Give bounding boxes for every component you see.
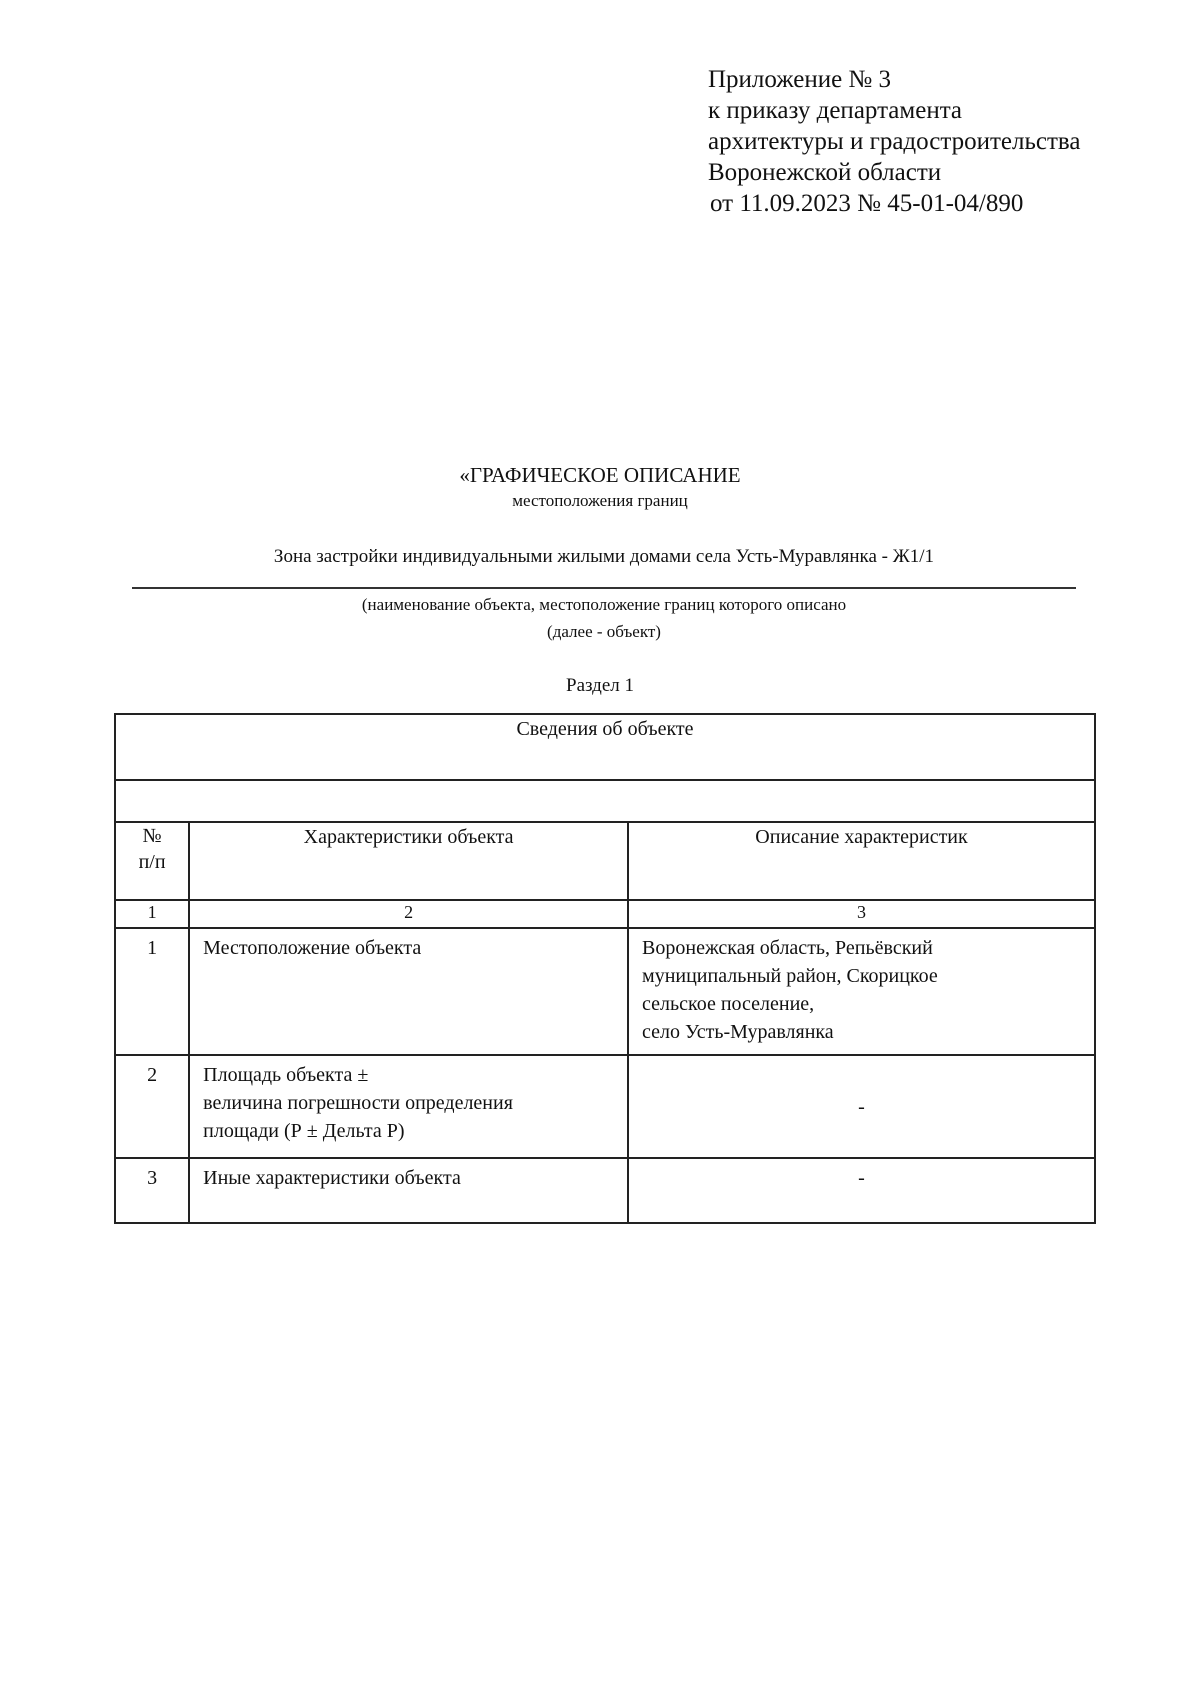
cell-line: муниципальный район, Скорицкое	[642, 965, 938, 987]
row-description: -	[628, 1055, 1095, 1158]
column-header-number-line: №	[142, 825, 162, 847]
caption-line: (далее - объект)	[547, 622, 661, 641]
appendix-line: архитектуры и градостроительства	[708, 128, 1081, 155]
column-header-number-line: п/п	[138, 851, 166, 873]
cell-line: село Усть-Муравлянка	[642, 1021, 834, 1043]
cell-line: величина погрешности определения	[203, 1092, 513, 1114]
row-number: 1	[115, 928, 189, 1055]
caption-line: (наименование объекта, местоположение границ которого описано	[361, 595, 847, 614]
row-characteristic	[189, 1158, 628, 1223]
column-index: 1	[115, 900, 189, 928]
row-description: -	[628, 1158, 1095, 1223]
column-header-description: Описание характеристик	[628, 822, 1095, 900]
title-main: «ГРАФИЧЕСКОЕ ОПИСАНИЕ	[459, 463, 741, 487]
column-header-row	[115, 822, 1095, 900]
column-header-characteristic: Характеристики объекта	[189, 822, 628, 900]
object-name-underline	[132, 587, 1076, 589]
cell-line: площади (Р ± Дельта Р)	[203, 1120, 405, 1142]
table-empty-cell	[115, 780, 1095, 822]
row-characteristic	[189, 928, 628, 1055]
object-name: Зона застройки индивидуальными жилыми домами села Усть-Муравлянка - Ж1/1	[273, 546, 935, 567]
row-description	[628, 928, 1095, 1055]
cell-line: сельское поселение,	[642, 993, 815, 1015]
table-header-row	[115, 714, 1095, 780]
table-header: Сведения об объекте	[115, 714, 1095, 780]
object-info-table	[114, 713, 1096, 1224]
cell-line: Воронежская область, Репьёвский	[642, 937, 933, 959]
table-row	[115, 928, 1095, 1055]
title-sub: местоположения границ	[512, 491, 688, 510]
appendix-reference	[708, 64, 1080, 219]
column-index-row	[115, 900, 1095, 928]
appendix-order-date: от 11.09.2023 № 45-01-04/890	[710, 190, 1024, 217]
table-row	[115, 1055, 1095, 1158]
cell-line: Иные характеристики объекта	[203, 1167, 461, 1189]
column-header-number	[115, 822, 189, 900]
document-title	[0, 461, 1200, 513]
cell-line: Местоположение объекта	[203, 937, 422, 959]
object-name-caption	[132, 591, 1076, 645]
section-label: Раздел 1	[566, 675, 634, 696]
cell-line: Площадь объекта ±	[203, 1064, 369, 1086]
column-index: 3	[628, 900, 1095, 928]
row-number: 2	[115, 1055, 189, 1158]
appendix-line: Приложение № 3	[708, 66, 892, 93]
table-row	[115, 1158, 1095, 1223]
table-empty-row	[115, 780, 1095, 822]
column-index: 2	[189, 900, 628, 928]
row-number: 3	[115, 1158, 189, 1223]
appendix-line: к приказу департамента	[708, 97, 963, 124]
appendix-line: Воронежской области	[708, 159, 942, 186]
row-characteristic	[189, 1055, 628, 1158]
